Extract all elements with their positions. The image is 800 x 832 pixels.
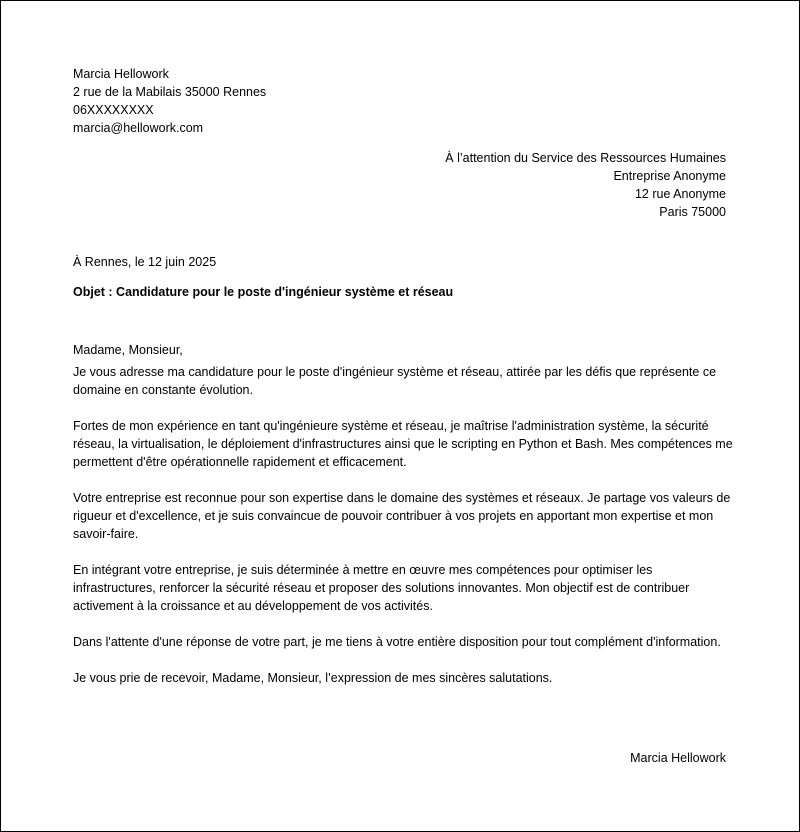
body-paragraph: Dans l'attente d'une réponse de votre part, je me tiens à votre entière disposition pour tout complément d'information. (73, 635, 721, 649)
letter-date: À Rennes, le 12 juin 2025 (73, 255, 217, 269)
letter-greeting: Madame, Monsieur, (73, 343, 183, 357)
sender-email: marcia@hellowork.com (73, 121, 204, 135)
letter-body (73, 341, 733, 705)
letter-signature: Marcia Hellowork (630, 751, 726, 765)
letter-subject: Objet : Candidature pour le poste d'ingénieur système et réseau (73, 285, 454, 299)
body-paragraph: Fortes de mon expérience en tant qu'ingénieure système et réseau, je maîtrise l'administration système, la sécurité réseau, la virtualisation, le déploiement d'infrastructures ainsi que le scripting en Python et Bash. Mes compétences me permettent d'être opérationnelle rapidement et efficacement. (73, 419, 733, 469)
recipient-block (445, 149, 726, 221)
sender-phone: 06XXXXXXXX (73, 103, 154, 117)
recipient-company: Entreprise Anonyme (613, 169, 726, 183)
sender-name: Marcia Hellowork (73, 67, 169, 81)
body-paragraph: Votre entreprise est reconnue pour son expertise dans le domaine des systèmes et réseaux. Je partage vos valeurs de rigueur et d'excellence, et je suis convaincue de pouvoir contribuer à vos projets en apportant mon expertise et mon savoir-faire. (73, 491, 731, 541)
body-paragraph: En intégrant votre entreprise, je suis déterminée à mettre en œuvre mes compétences pour optimiser les infrastructures, renforcer la sécurité réseau et proposer des solutions innovantes. Mon objectif est de contribuer activement à la croissance et au développement de vos activités. (73, 563, 690, 613)
closing-paragraph: Je vous prie de recevoir, Madame, Monsieur, l’expression de mes sincères salutations. (73, 671, 553, 685)
sender-address: 2 rue de la Mabilais 35000 Rennes (73, 85, 267, 99)
recipient-street: 12 rue Anonyme (634, 187, 726, 201)
sender-block (73, 65, 266, 137)
recipient-attention: À l’attention du Service des Ressources Humaines (445, 151, 726, 165)
recipient-city: Paris 75000 (659, 205, 726, 219)
body-paragraph: Je vous adresse ma candidature pour le poste d'ingénieur système et réseau, attirée par les défis que représente ce domaine en constante évolution. (73, 365, 717, 397)
